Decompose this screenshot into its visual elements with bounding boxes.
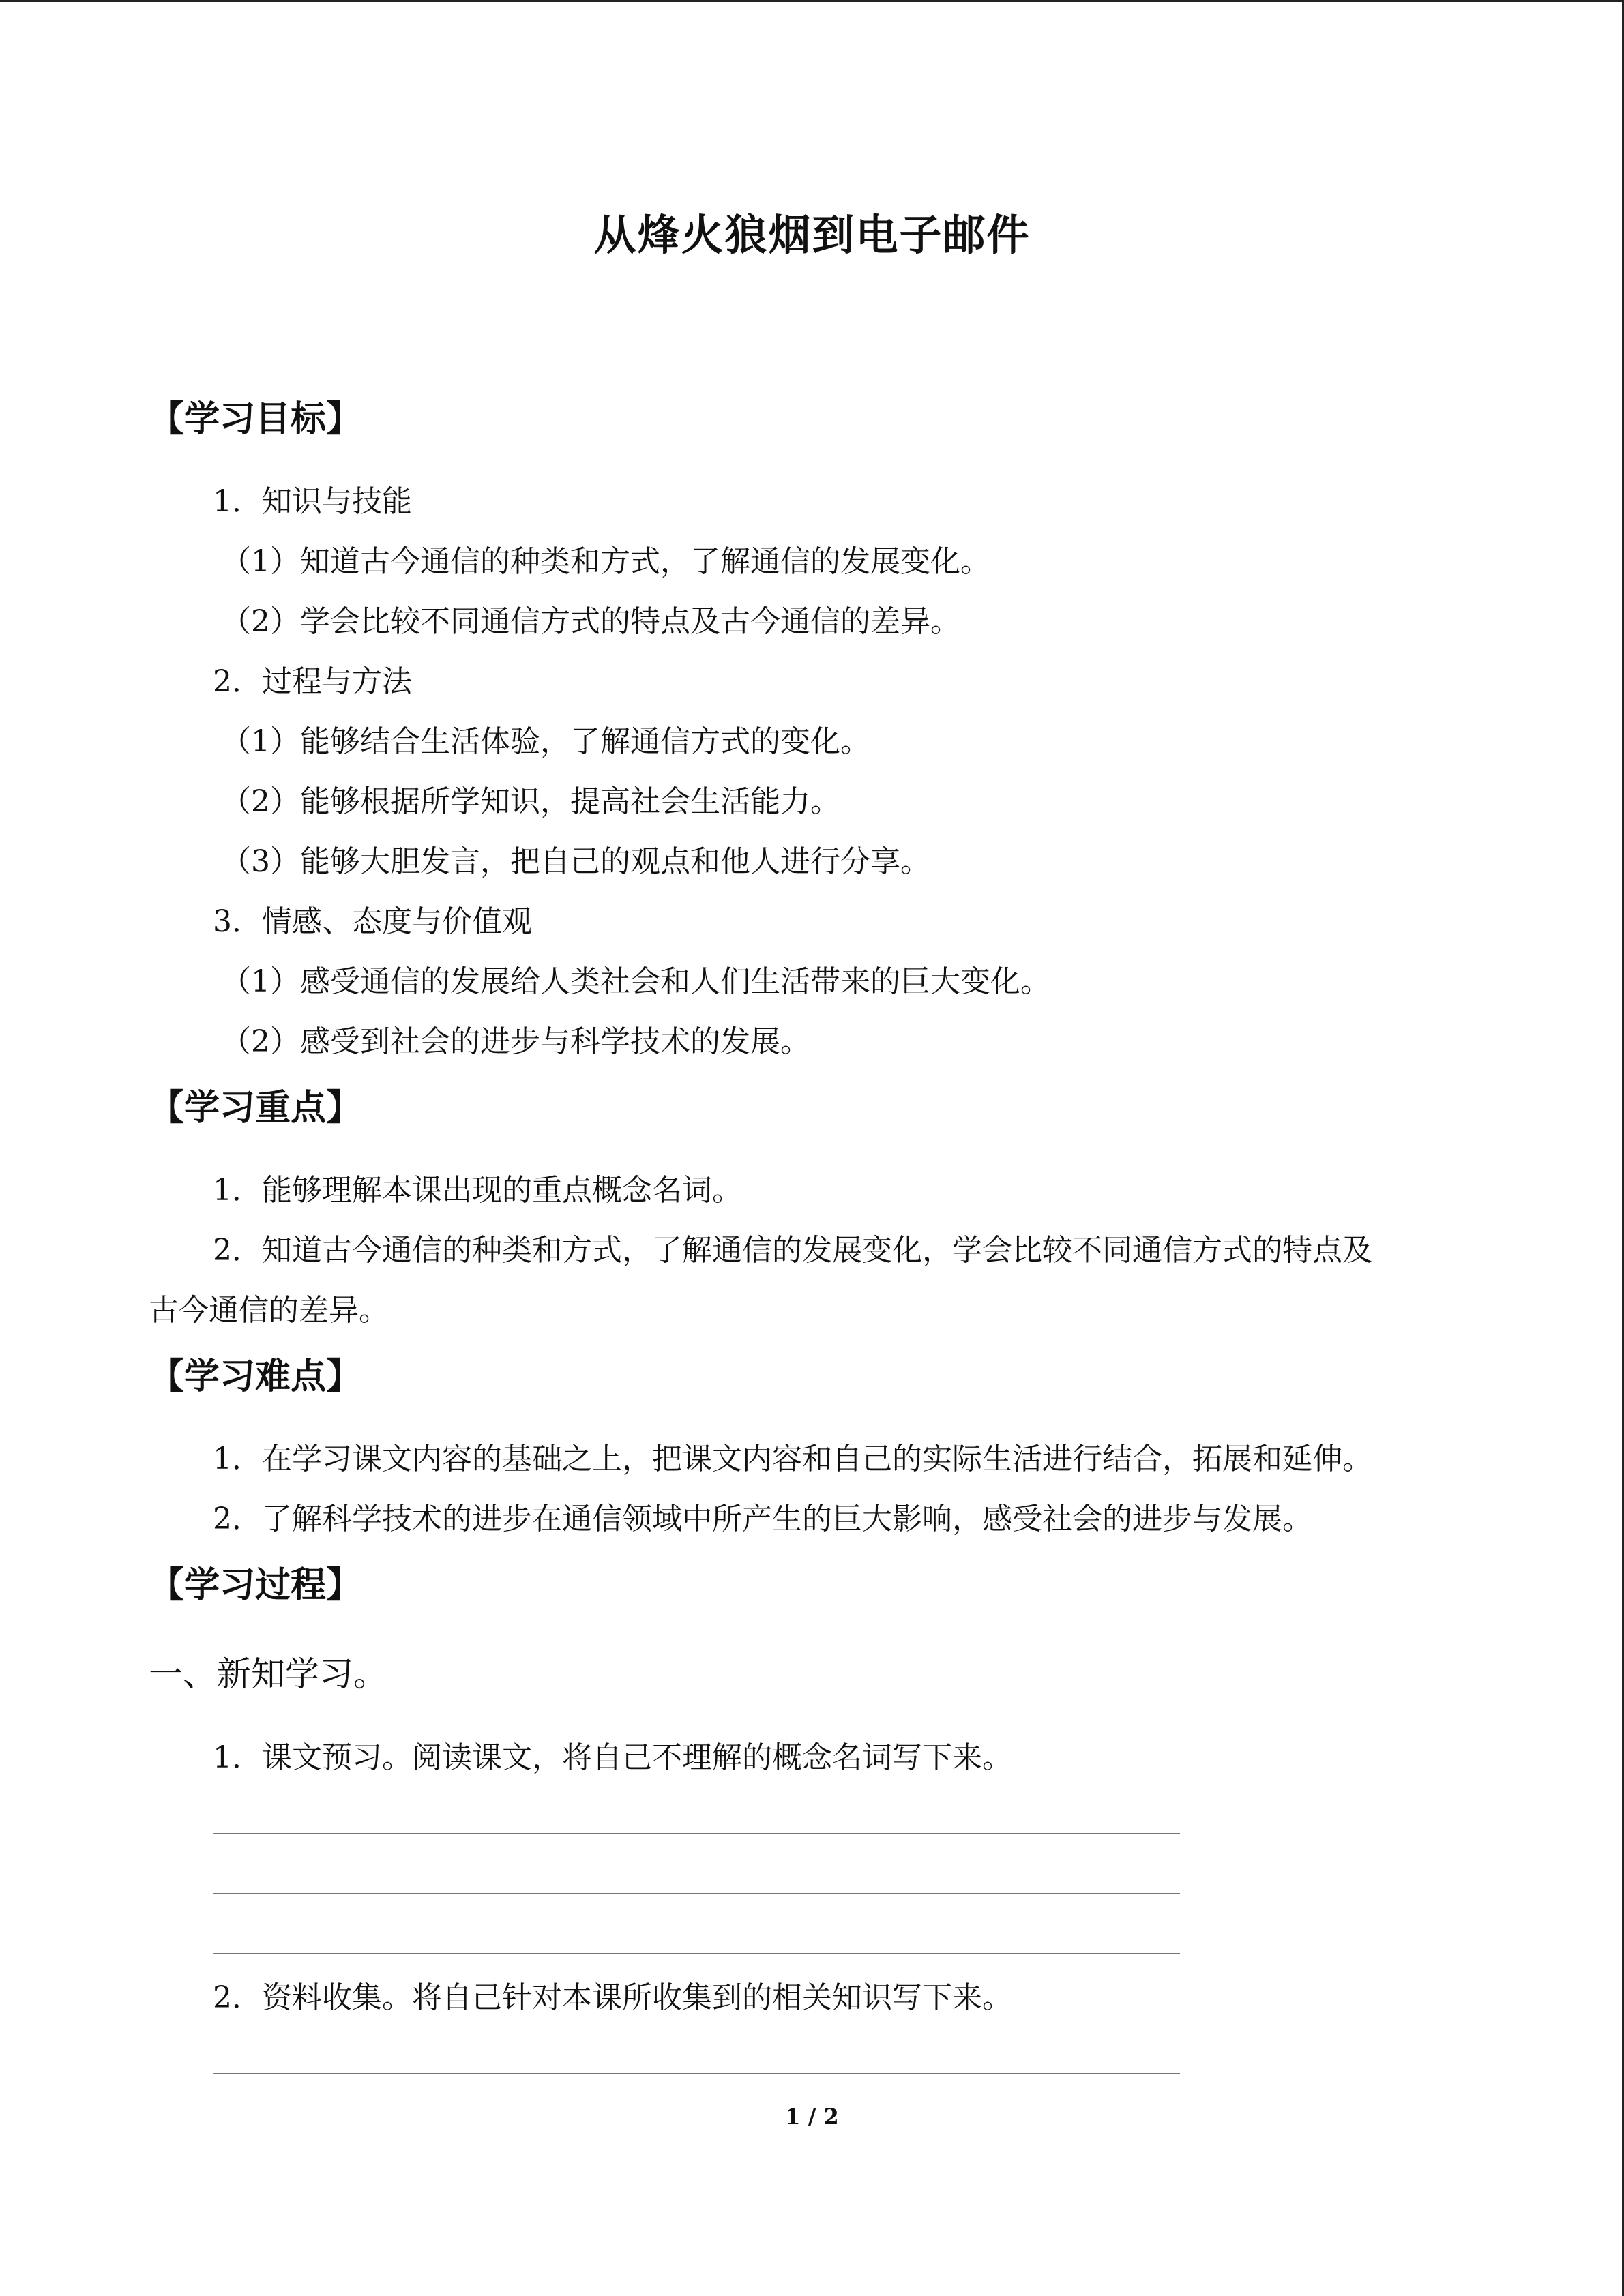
difficulty-2: 2．了解科学技术的进步在通信领域中所产生的巨大影响，感受社会的进步与发展。 xyxy=(213,1502,1312,1536)
document-title: 从烽火狼烟到电子邮件 xyxy=(593,210,1031,260)
goal-1-1: （1）知道古今通信的种类和方式，了解通信的发展变化。 xyxy=(221,544,990,579)
answer-line-4 xyxy=(213,2073,1180,2074)
task-1-preview: 1．课文预习。阅读课文，将自己不理解的概念名词写下来。 xyxy=(213,1740,1012,1775)
page-border-top xyxy=(0,0,1624,2)
page-number: 1 / 2 xyxy=(785,2104,839,2130)
goal-2-3: （3）能够大胆发言，把自己的观点和他人进行分享。 xyxy=(221,844,930,879)
answer-line-2 xyxy=(213,1893,1180,1894)
goal-1-2: （2）学会比较不同通信方式的特点及古今通信的差异。 xyxy=(221,604,960,639)
task-2-collection: 2．资料收集。将自己针对本课所收集到的相关知识写下来。 xyxy=(213,1980,1012,2015)
section-new-knowledge: 一、新知学习。 xyxy=(149,1654,387,1694)
goal-2-title: 2．过程与方法 xyxy=(213,664,412,699)
answer-line-1 xyxy=(213,1833,1180,1834)
difficulty-1: 1．在学习课文内容的基础之上，把课文内容和自己的实际生活进行结合，拓展和延伸。 xyxy=(213,1442,1372,1476)
goal-3-title: 3．情感、态度与价值观 xyxy=(213,904,532,939)
heading-learning-goals: 【学习目标】 xyxy=(149,399,362,440)
goal-2-2: （2）能够根据所学知识，提高社会生活能力。 xyxy=(221,784,840,819)
goal-3-1: （1）感受通信的发展给人类社会和人们生活带来的巨大变化。 xyxy=(221,964,1050,999)
heading-learning-process: 【学习过程】 xyxy=(149,1565,362,1606)
key-point-1: 1．能够理解本课出现的重点概念名词。 xyxy=(213,1173,742,1208)
answer-line-3 xyxy=(213,1953,1180,1954)
heading-key-points: 【学习重点】 xyxy=(149,1088,362,1129)
key-point-2-line-2: 古今通信的差异。 xyxy=(149,1293,389,1328)
goal-2-1: （1）能够结合生活体验，了解通信方式的变化。 xyxy=(221,724,870,759)
goal-3-2: （2）感受到社会的进步与科学技术的发展。 xyxy=(221,1024,810,1059)
heading-difficulties: 【学习难点】 xyxy=(149,1356,362,1397)
goal-1-title: 1．知识与技能 xyxy=(213,484,412,519)
key-point-2-line-1: 2．知道古今通信的种类和方式，了解通信的发展变化，学会比较不同通信方式的特点及 xyxy=(213,1233,1372,1268)
